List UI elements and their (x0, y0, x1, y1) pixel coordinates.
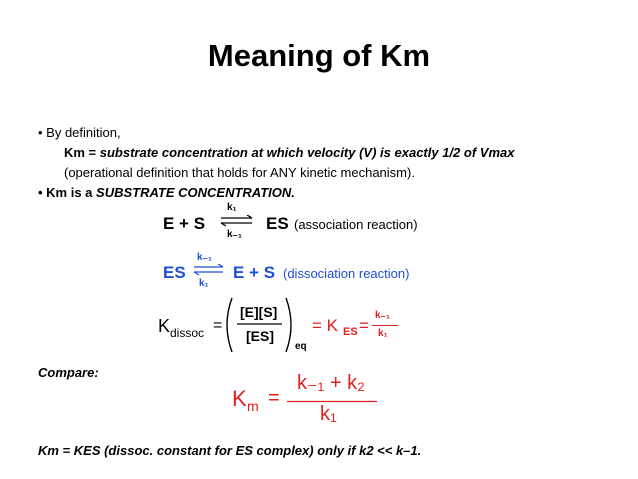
definition-parenthetical: (operational definition that holds for ANY kinetic mechanism). (64, 165, 415, 180)
equilibrium-arrows-icon (220, 215, 254, 227)
dissoc-rhs: E + S (233, 263, 276, 282)
kes-sub: ES (343, 326, 358, 338)
kdissoc-eq-subscript: eq (295, 341, 307, 352)
definition-km-label: Km = (64, 145, 100, 160)
km-sub: m (247, 398, 259, 414)
km-numerator: k₋₁ + k₂ (297, 372, 365, 394)
definition-text: substrate concentration at which velocity (V) is exactly 1/2 of Vmax (99, 145, 515, 160)
dissociation-equation (163, 252, 463, 292)
dissoc-note: (dissociation reaction) (283, 266, 410, 281)
kdissoc-numerator: [E][S] (240, 304, 278, 320)
association-equation (163, 202, 463, 242)
kes-frac-den: k₁ (378, 328, 388, 339)
assoc-note: (association reaction) (294, 217, 418, 232)
kdissoc-equation (158, 296, 418, 358)
kdissoc-label: K (158, 316, 171, 336)
compare-label: Compare: (38, 365, 99, 380)
assoc-k-top: k₁ (227, 202, 237, 213)
km-equation (232, 370, 392, 430)
dissoc-lhs: ES (163, 263, 186, 282)
kdissoc-sub: dissoc (170, 326, 205, 340)
assoc-k-bot: k₋₁ (227, 229, 242, 240)
definition-line (64, 145, 514, 161)
kdissoc-equals: = (213, 317, 223, 334)
km-label: K (232, 386, 247, 411)
bullet2-lead: • Km is a (38, 185, 97, 200)
bullet-by-definition: • By definition, (38, 125, 121, 140)
bullet2-emphasis: SUBSTRATE CONCENTRATION. (96, 185, 295, 200)
assoc-lhs: E + S (163, 214, 206, 233)
kes-label: = K (312, 316, 338, 335)
equilibrium-arrows-icon (193, 264, 225, 276)
km-denominator: k₁ (320, 403, 337, 425)
footer-note: Km = KES (dissoc. constant for ES complex) only if k2 << k–1. (38, 443, 422, 458)
km-equals: = (268, 387, 280, 409)
kdissoc-denominator: [ES] (246, 328, 274, 344)
assoc-rhs: ES (266, 214, 289, 233)
dissoc-k-top: k₋₁ (197, 252, 212, 263)
slide-title: Meaning of Km (207, 38, 431, 73)
kes-equals: = (359, 316, 369, 335)
bullet-substrate-concentration (38, 185, 295, 201)
fraction-bar (372, 324, 398, 327)
dissoc-k-bot: k₁ (199, 278, 209, 289)
kes-frac-num: k₋₁ (375, 310, 390, 321)
